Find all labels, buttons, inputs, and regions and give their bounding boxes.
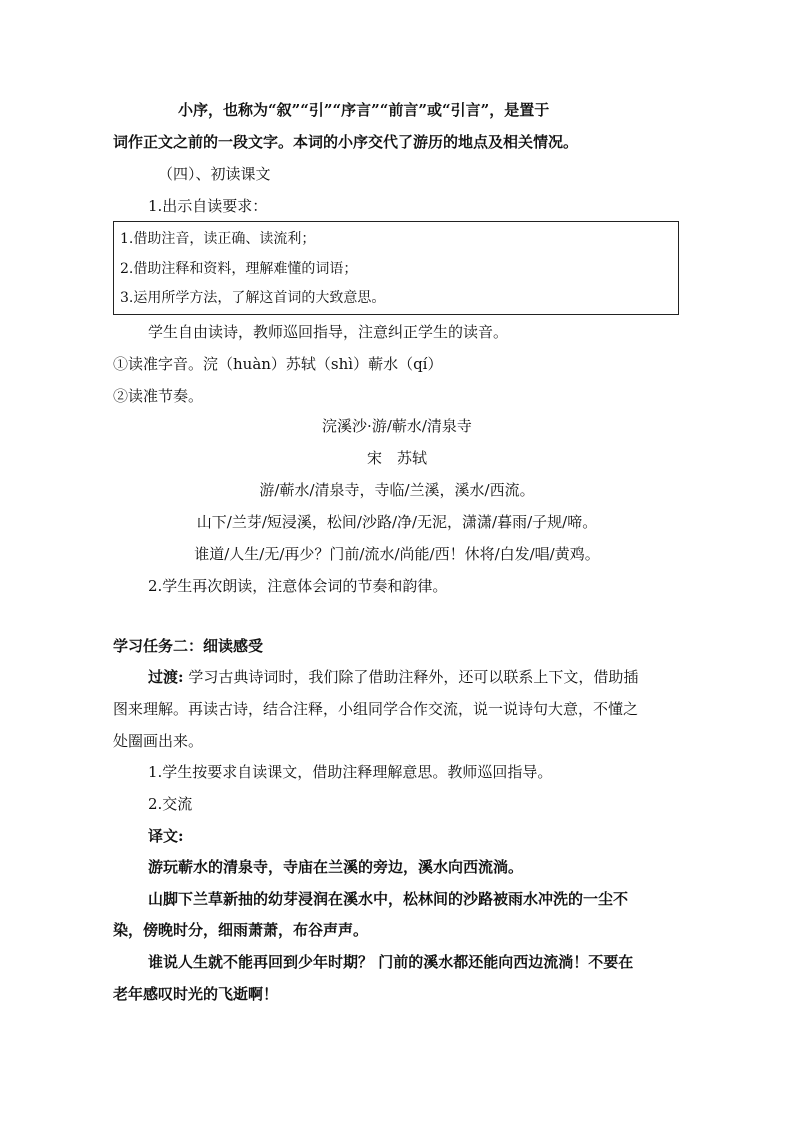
section-heading: （四）、初读课文 [158,165,271,183]
poem-line: 谁道/人生/无/再少？门前/流水/尚能/西！休将/白发/唱/黄鸡。 [194,545,600,563]
intro-line-1: 小序，也称为“叙”“引”“序言”“前言”或“引言”，是置于 [178,101,550,119]
poem-author: 宋 苏轼 [366,449,427,467]
transition-line-2: 图来理解。再读古诗，结合注释，小组同学合作交流，说一说诗句大意，不懂之 [113,700,639,718]
transition-label: 过渡: [148,668,184,686]
requirement-item: 2.借助注释和资料，理解难懂的词语； [120,261,358,277]
translation-line: 染，傍晚时分，细雨萧萧，布谷声声。 [113,921,369,939]
step-2: 2.学生再次朗读，注意体会词的节奏和韵律。 [148,577,448,595]
translation-line: 游玩蕲水的清泉寺，寺庙在兰溪的旁边，溪水向西流淌。 [148,858,524,876]
transition-line-1 [148,665,638,689]
task-item-1: 1.学生按要求自读课文，借助注释理解意思。教师巡回指导。 [148,763,553,781]
poem-line: 游/蕲水/清泉寺，寺临/兰溪，溪水/西流。 [259,481,535,499]
transition-line-3: 处圈画出来。 [113,732,204,750]
task-item-2: 2.交流 [148,795,193,813]
intro-line-2: 词作正文之前的一段文字。本词的小序交代了游历的地点及相关情况。 [113,133,579,151]
step-1: 1.出示自读要求： [148,197,268,215]
poem-title: 浣溪沙·游/蕲水/清泉寺 [322,417,472,435]
translation-label: 译文: [148,827,184,845]
task-heading: 学习任务二：细读感受 [113,637,264,655]
translation-line: 老年感叹时光的飞逝啊！ [113,985,279,1003]
requirement-item: 1.借助注音，读正确、读流利； [120,231,316,247]
poem-line: 山下/兰芽/短浸溪，松间/沙路/净/无泥，潇潇/暮雨/子规/啼。 [196,513,598,531]
requirement-item: 3.运用所学方法，了解这首词的大致意思。 [120,290,386,306]
activity-text: 学生自由读诗，教师巡回指导，注意纠正学生的读音。 [148,323,509,341]
pronunciation-text: ①读准字音。浣（huàn）苏轼（shì）蕲水（qí） [113,355,443,373]
rhythm-label: ②读准节奏。 [113,387,204,405]
transition-text: 学习古典诗词时，我们除了借助注释外，还可以联系上下文，借助插 [188,668,639,686]
translation-line: 谁说人生就不能再回到少年时期？ 门前的溪水都还能向西边流淌！不要在 [148,953,634,971]
translation-line: 山脚下兰草新抽的幼芽浸润在溪水中，松林间的沙路被雨水冲洗的一尘不 [148,890,629,908]
requirements-box [113,221,679,315]
